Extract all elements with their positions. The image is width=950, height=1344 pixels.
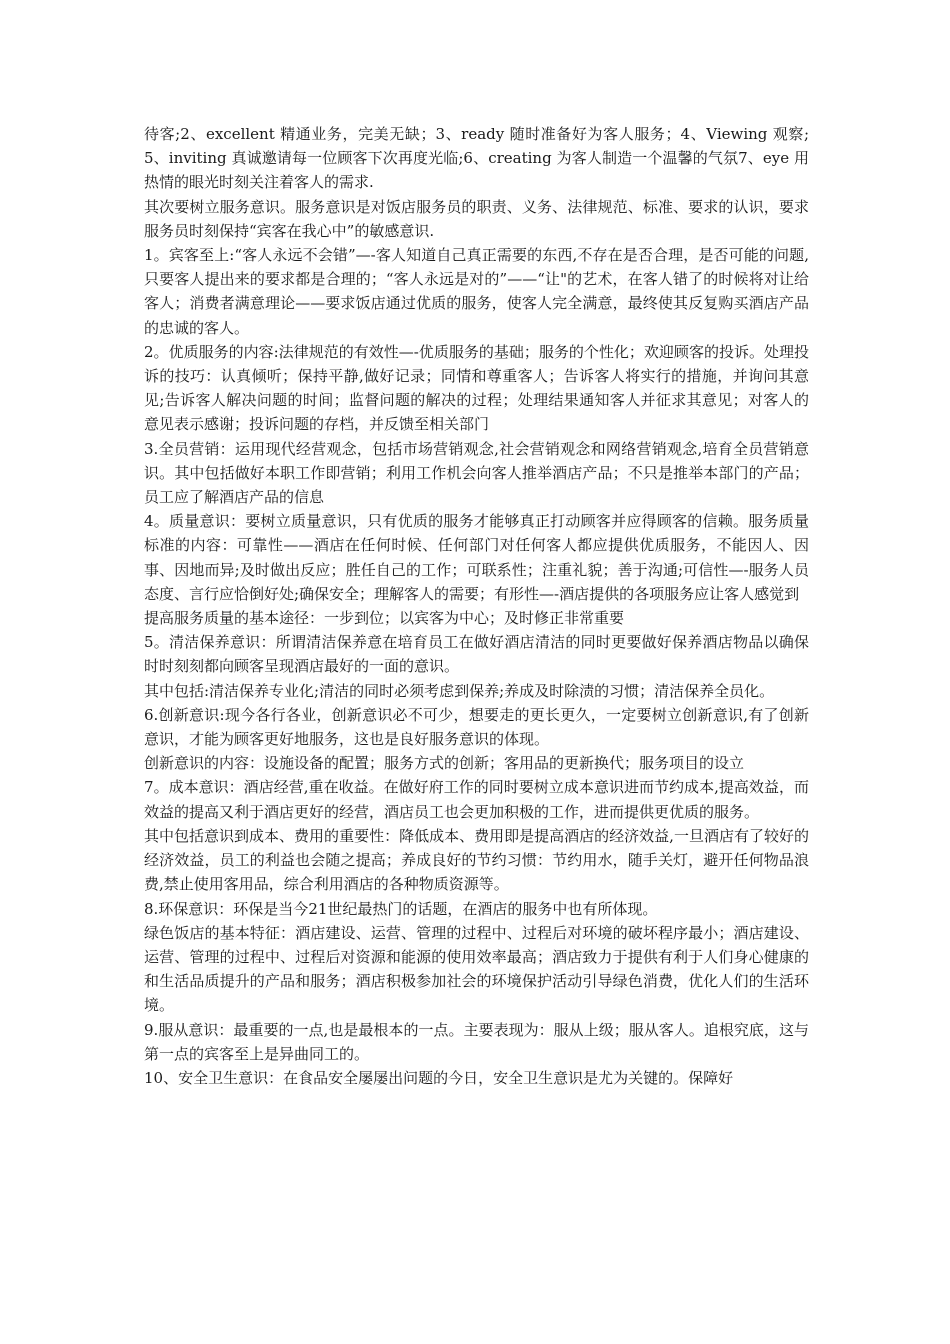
- document-body: [144, 122, 809, 1090]
- paragraph-obedience-awareness: 9.服从意识：最重要的一点,也是最根本的一点。主要表现为：服从上级；服从客人。追根究底，这与第一点的宾客至上是异曲同工的。: [144, 1020, 809, 1063]
- paragraph-quality-improvement: 提高服务质量的基本途径：一步到位；以宾客为中心；及时修正非常重要: [144, 609, 625, 628]
- paragraph-cost-awareness: 7。成本意识：酒店经营,重在收益。在做好府工作的同时要树立成本意识进而节约成本,提高效益，而效益的提高又利于酒店更好的经营，酒店员工也会更加积极的工作，进而提供更优质的服务。: [144, 778, 809, 821]
- paragraph-environment-awareness: 8.环保意识：环保是当今21世纪最热门的话题，在酒店的服务中也有所体现。: [144, 899, 658, 918]
- paragraph-service-awareness: 其次要树立服务意识。服务意识是对饭店服务员的职责、义务、法律规范、标准、要求的认识，要求服务员时刻保持“宾客在我心中”的敏感意识.: [144, 197, 809, 240]
- paragraph-guest-first: 1。宾客至上:“客人永远不会错”—-客人知道自己真正需要的东西,不存在是否合理，是否可能的问题,只要客人提出来的要求都是合理的；“客人永远是对的”——“让"的艺术，在客人错了的时候将对让给客人；消费者满意理论——要求饭店通过优质的服务，使客人完全满意，最终使其反复购买酒店产品的忠诚的客人。: [144, 246, 809, 337]
- paragraph-quality-service: 2。优质服务的内容:法律规范的有效性—-优质服务的基础；服务的个性化；欢迎顾客的投诉。处理投诉的技巧：认真倾听；保持平静,做好记录；同情和尊重客人；告诉客人将实行的措施，并询问其意见;告诉客人解决问题的时间；监督问题的解决的过程；处理结果通知客人并征求其意见；对客人的意见表示感谢；投诉问题的存档，并反馈至相关部门: [144, 342, 809, 434]
- paragraph-service-acronym: 待客;2、excellent 精通业务，完美无缺；3、ready 随时准备好为客人服务；4、Viewing 观察;5、inviting 真诚邀请每一位顾客下次再度光临;6、creating 为客人制造一个温馨的气氛7、eye 用热情的眼光时刻关注着客人的需求.: [144, 125, 809, 192]
- paragraph-innovation-content: 创新意识的内容：设施设备的配置；服务方式的创新；客用品的更新换代；服务项目的设立: [144, 754, 745, 773]
- paragraph-full-marketing: 3.全员营销：运用现代经营观念，包括市场营销观念,社会营销观念和网络营销观念,培育全员营销意识。其中包括做好本职工作即营销；利用工作机会向客人推举酒店产品；不只是推举本部门的产品；员工应了解酒店产品的信息: [144, 439, 809, 507]
- paragraph-cleaning-details: 其中包括:清洁保养专业化;清洁的同时必须考虑到保养;养成及时除渍的习惯；清洁保养全员化。: [144, 681, 775, 700]
- paragraph-safety-awareness: 10、安全卫生意识：在食品安全屡屡出问题的今日，安全卫生意识是尤为关键的。保障好: [144, 1068, 734, 1087]
- paragraph-cost-details: 其中包括意识到成本、费用的重要性：降低成本、费用即是提高酒店的经济效益,一旦酒店有了较好的经济效益，员工的利益也会随之提高；养成良好的节约习惯：节约用水，随手关灯，避开任何物品浪费,禁止使用客用品，综合利用酒店的各种物质资源等。: [144, 826, 809, 894]
- paragraph-quality-awareness: 4。质量意识：要树立质量意识，只有优质的服务才能够真正打动顾客并应得顾客的信赖。服务质量标准的内容：可靠性——酒店在任何时候、任何部门对任何客人都应提供优质服务，不能因人、因事、因地而异;及时做出反应；胜任自己的工作；可联系性；注重礼貌；善于沟通;可信性—-服务人员态度、言行应恰倒好处;确保安全；理解客人的需要；有形性—-酒店提供的各项服务应让客人感觉到: [144, 512, 809, 603]
- paragraph-green-hotel: 绿色饭店的基本特征：酒店建设、运营、管理的过程中、过程后对环境的破坏程序最小；酒店建设、运营、管理的过程中、过程后对资源和能源的使用效率最高；酒店致力于提供有利于人们身心健康的和生活品质提升的产品和服务；酒店积极参加社会的环境保护活动引导绿色消费，优化人们的生活环境。: [144, 923, 809, 1015]
- paragraph-innovation-awareness: 6.创新意识:现今各行各业，创新意识必不可少，想要走的更长更久，一定要树立创新意识,有了创新意识，才能为顾客更好地服务，这也是良好服务意识的体现。: [144, 705, 809, 749]
- paragraph-cleaning-awareness: 5。清洁保养意识：所谓清洁保养意在培育员工在做好酒店清洁的同时更要做好保养酒店物品以确保时时刻刻都向顾客呈现酒店最好的一面的意识。: [144, 633, 809, 676]
